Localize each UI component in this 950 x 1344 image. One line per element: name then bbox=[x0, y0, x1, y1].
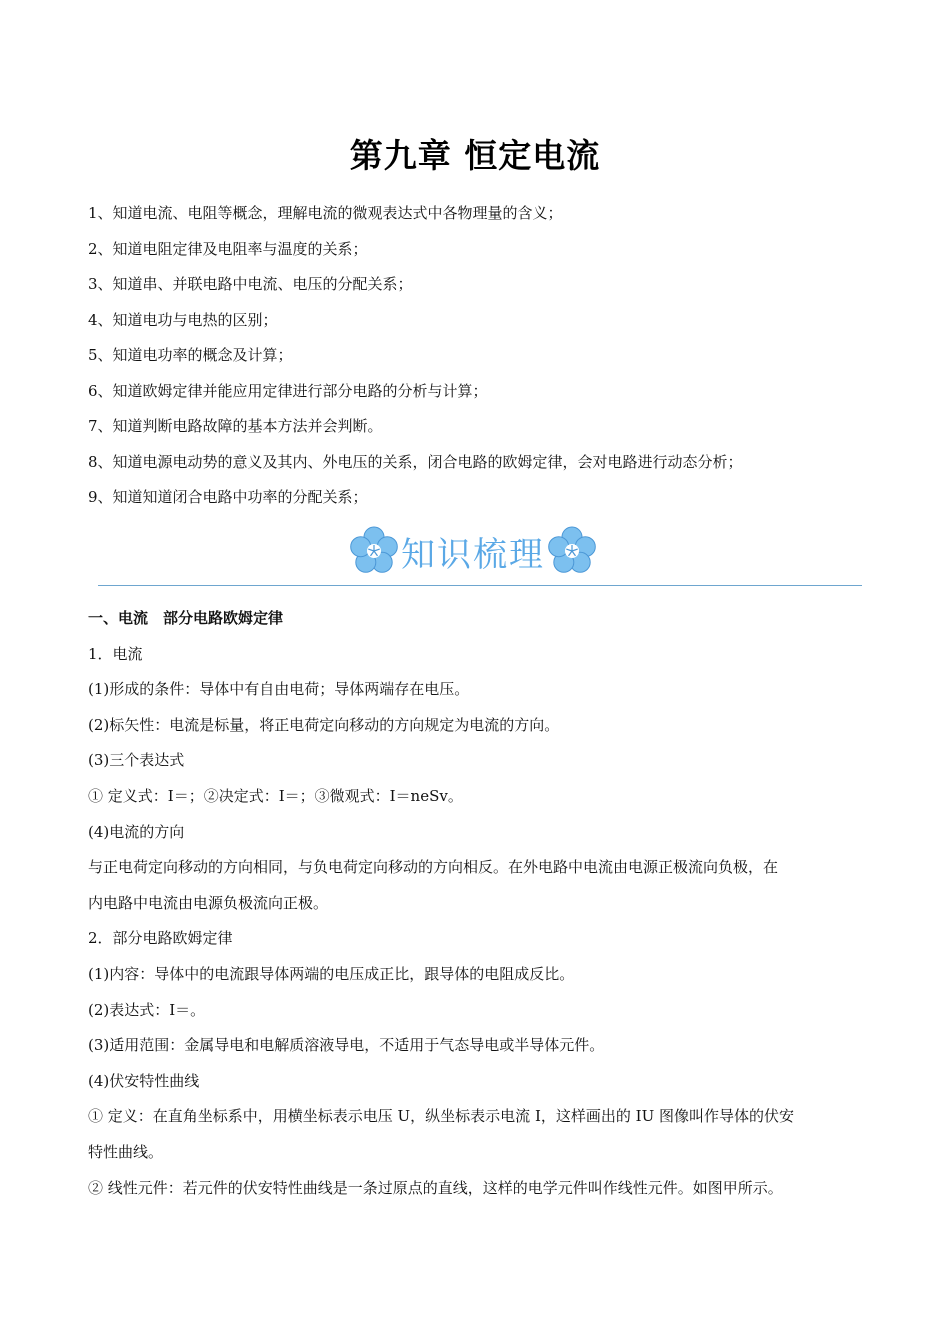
section-heading: 一、电流 部分电路欧姆定律 bbox=[88, 609, 284, 627]
flower-icon bbox=[348, 525, 400, 577]
objective-item: 2、知道电阻定律及电阻率与温度的关系； bbox=[88, 239, 368, 258]
content-line: 与正电荷定向移动的方向相同，与负电荷定向移动的方向相反。在外电路中电流由电源正极流向负极，在 bbox=[88, 858, 779, 877]
content-line: (4)伏安特性曲线 bbox=[88, 1071, 200, 1090]
content-line: (3)适用范围：金属导电和电解质溶液导电，不适用于气态导电或半导体元件。 bbox=[88, 1036, 605, 1055]
content-line: (1)形成的条件：导体中有自由电荷；导体两端存在电压。 bbox=[88, 680, 470, 699]
objective-item: 8、知道电源电动势的意义及其内、外电压的关系，闭合电路的欧姆定律，会对电路进行动态分析； bbox=[88, 452, 743, 471]
objective-item: 7、知道判断电路故障的基本方法并会判断。 bbox=[88, 417, 383, 435]
content-line: (2)标矢性：电流是标量，将正电荷定向移动的方向规定为电流的方向。 bbox=[88, 715, 560, 734]
content-line: (3)三个表达式 bbox=[88, 751, 185, 770]
objective-item: 1、知道电流、电阻等概念，理解电流的微观表达式中各物理量的含义； bbox=[88, 204, 563, 222]
objective-item: 4、知道电功与电热的区别； bbox=[88, 310, 278, 329]
content-line: (4)电流的方向 bbox=[88, 822, 185, 841]
chapter-title: 第九章 恒定电流 bbox=[349, 136, 601, 175]
objective-item: 3、知道串、并联电路中电流、电压的分配关系； bbox=[88, 275, 413, 293]
objective-item: 9、知道知道闭合电路中功率的分配关系； bbox=[88, 488, 368, 506]
banner-title: 知识梳理 bbox=[401, 535, 545, 575]
objective-item: 6、知道欧姆定律并能应用定律进行部分电路的分析与计算； bbox=[88, 381, 488, 400]
flower-icon bbox=[546, 525, 598, 577]
content-line: 特性曲线。 bbox=[88, 1142, 164, 1161]
content-line: 2．部分电路欧姆定律 bbox=[88, 929, 233, 948]
content-line: ① 定义式：I＝；②决定式：I＝；③微观式：I＝neSv。 bbox=[88, 786, 463, 805]
content-line: 1．电流 bbox=[88, 644, 143, 663]
content-line: 内电路中电流由电源负极流向正极。 bbox=[88, 893, 329, 912]
objective-item: 5、知道电功率的概念及计算； bbox=[88, 346, 293, 364]
learning-objectives bbox=[88, 200, 868, 520]
content-line: ② 线性元件：若元件的伏安特性曲线是一条过原点的直线，这样的电学元件叫作线性元件。如图甲所示。 bbox=[88, 1178, 783, 1197]
section-divider bbox=[98, 585, 862, 586]
content-line: ① 定义：在直角坐标系中，用横坐标表示电压 U，纵坐标表示电流 I，这样画出的 IU 图像叫作导体的伏安 bbox=[88, 1107, 794, 1126]
content-line: (2)表达式：I＝。 bbox=[88, 1000, 206, 1019]
content-line: (1)内容：导体中的电流跟导体两端的电压成正比，跟导体的电阻成反比。 bbox=[88, 964, 575, 983]
content-body bbox=[88, 605, 868, 1210]
